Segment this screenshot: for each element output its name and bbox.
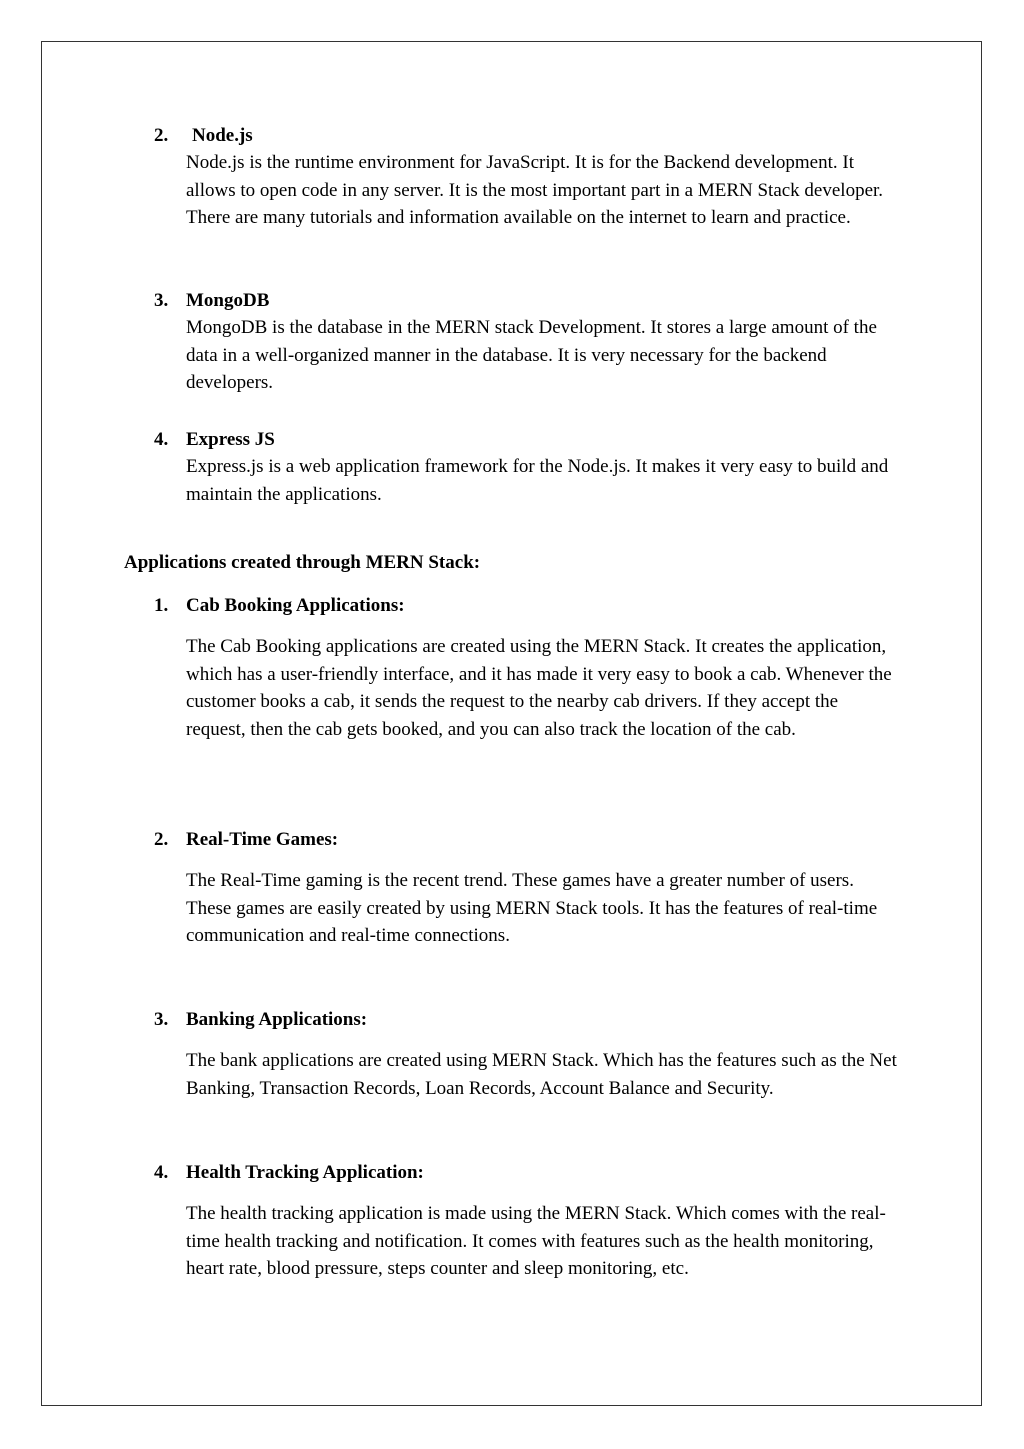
item-title: Cab Booking Applications: bbox=[186, 595, 405, 616]
item-body: MongoDB is the database in the MERN stack Development. It stores a large amount of the data in a well-organized manner in the database. It is very necessary for the backend developers. bbox=[186, 317, 877, 393]
item-title: Real-Time Games: bbox=[186, 829, 339, 850]
item-title: Health Tracking Application: bbox=[186, 1162, 424, 1183]
item-body: Express.js is a web application framework for the Node.js. It makes it very easy to build and maintain the applications. bbox=[186, 456, 889, 505]
item-body: The Cab Booking applications are created using the MERN Stack. It creates the application, which has a user-friendly interface, and it has made it very easy to book a cab. Whenever the customer books a cab, it sends the request to the nearby cab drivers. If they accept the request, then the cab gets booked, and you can also track the location of the cab. bbox=[186, 636, 892, 740]
item-title: MongoDB bbox=[186, 290, 270, 311]
item-body: The Real-Time gaming is the recent trend. These games have a greater number of users. These games are easily created by using MERN Stack tools. It has the features of real-time communication and real-time connections. bbox=[186, 870, 878, 946]
item-number: 4. bbox=[154, 1162, 169, 1183]
section-heading: Applications created through MERN Stack: bbox=[124, 552, 481, 573]
item-number: 3. bbox=[154, 1009, 169, 1030]
item-number: 4. bbox=[154, 429, 169, 450]
item-number: 2. bbox=[154, 125, 169, 146]
item-number: 3. bbox=[154, 290, 169, 311]
item-title: Banking Applications: bbox=[186, 1009, 368, 1030]
item-body: The health tracking application is made using the MERN Stack. Which comes with the real-time health tracking and notification. It comes with features such as the health monitoring, heart rate, blood pressure, steps counter and sleep monitoring, etc. bbox=[186, 1203, 886, 1279]
item-number: 2. bbox=[154, 829, 169, 850]
item-number: 1. bbox=[154, 595, 169, 616]
item-body: The bank applications are created using MERN Stack. Which has the features such as the Net Banking, Transaction Records, Loan Records, Account Balance and Security. bbox=[186, 1050, 897, 1099]
item-title: Node.js bbox=[192, 125, 253, 146]
item-body: Node.js is the runtime environment for JavaScript. It is for the Backend development. It allows to open code in any server. It is the most important part in a MERN Stack developer. There are many tutorials and information available on the internet to learn and practice. bbox=[186, 152, 884, 228]
item-title: Express JS bbox=[186, 429, 275, 450]
